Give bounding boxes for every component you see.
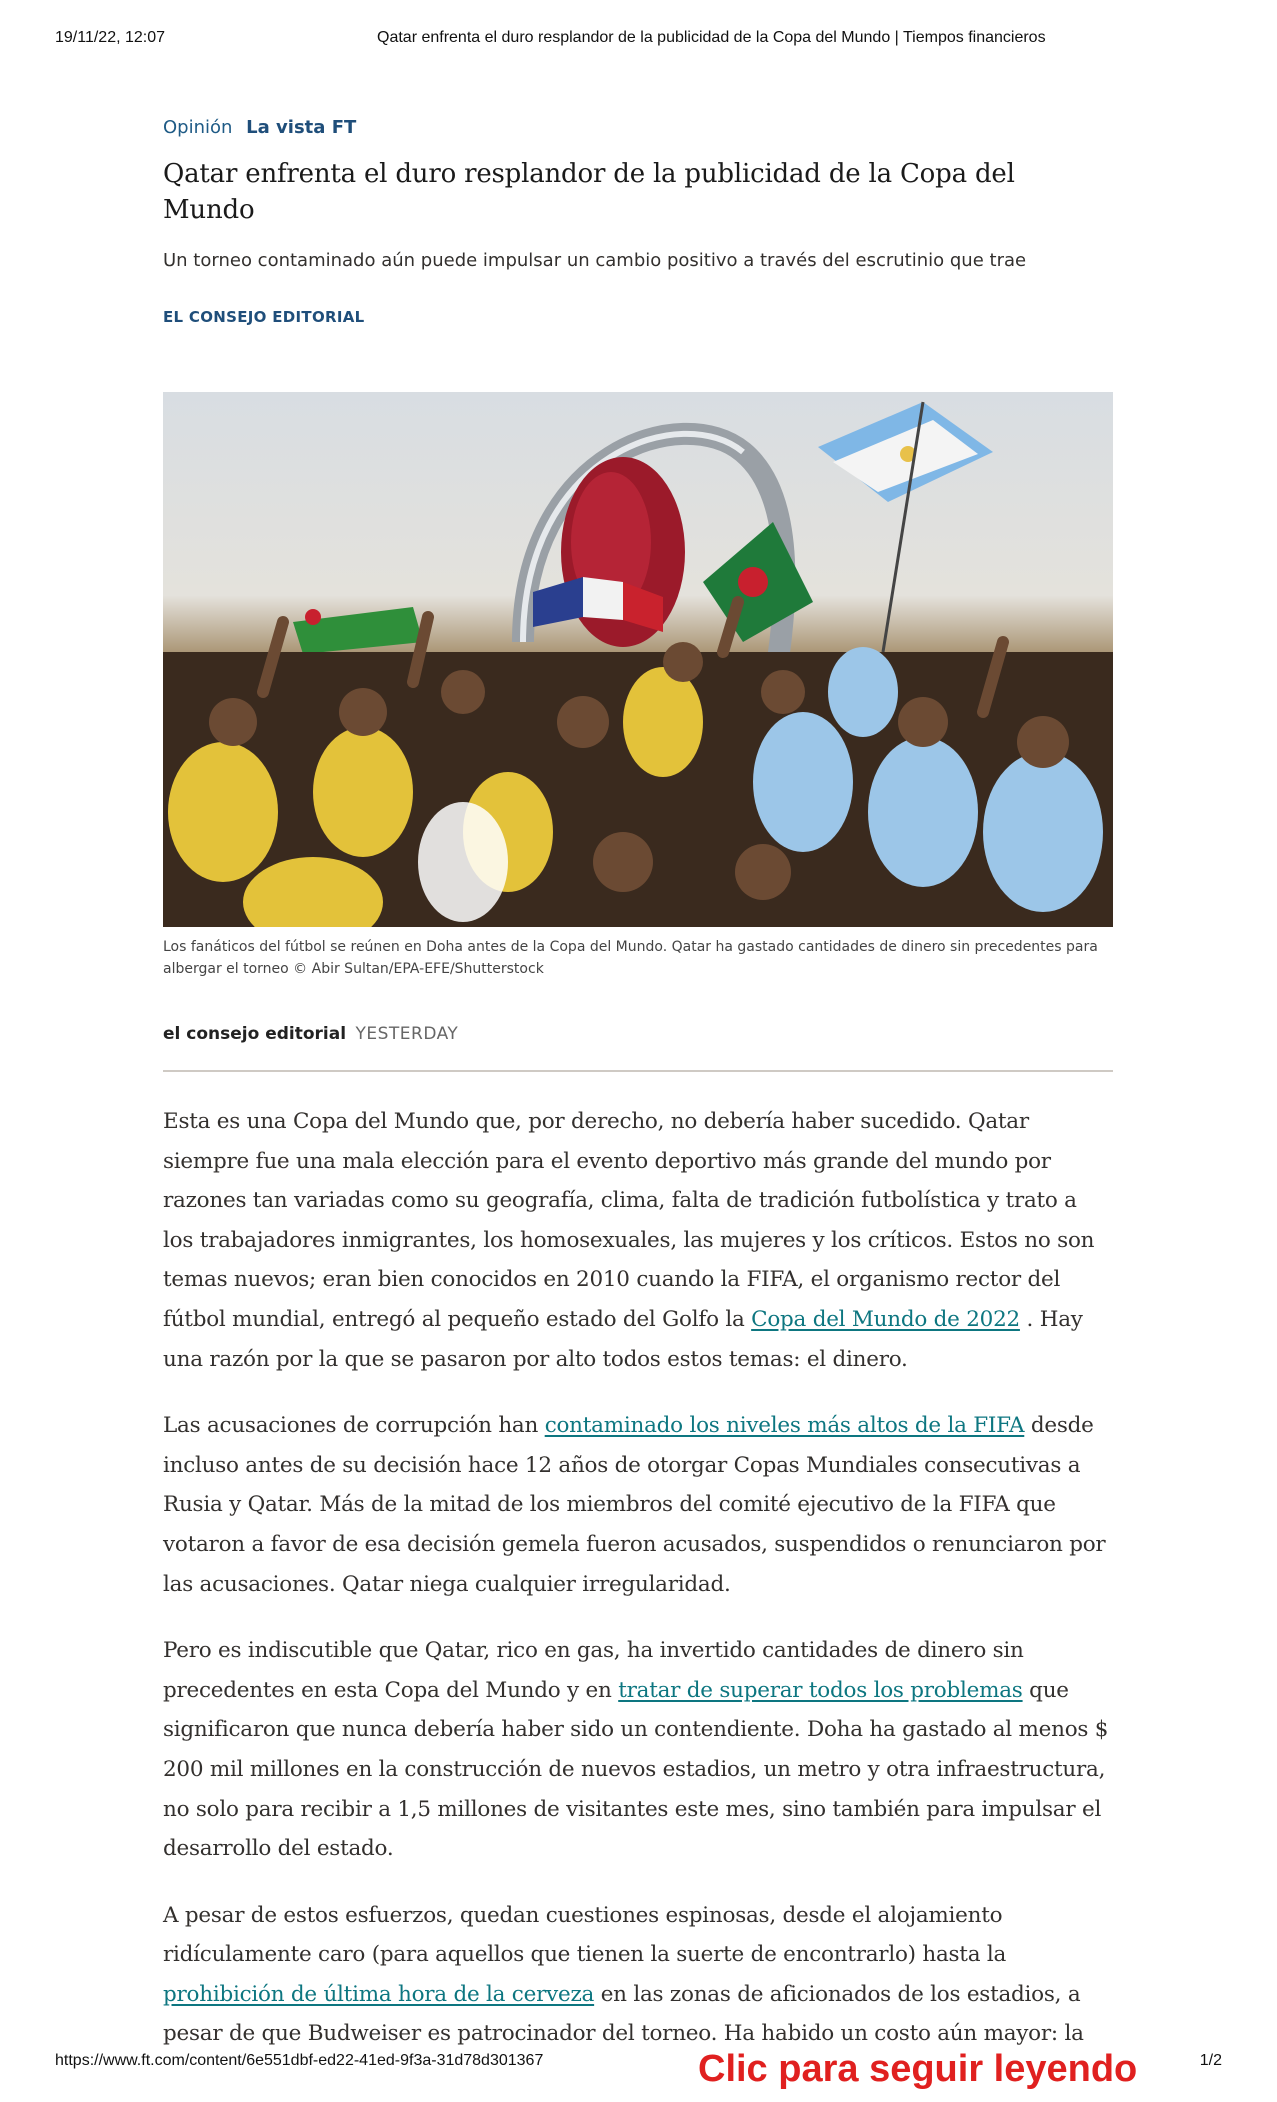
paragraph-text: A pesar de estos esfuerzos, quedan cuestiones espinosas, desde el alojamiento ridículamente caro (para aquellos que tienen la suerte de encontrarlo) hasta la [163,1902,1007,1968]
article-body [163,1102,1113,2054]
link-superar-problemas[interactable]: tratar de superar todos los problemas [618,1677,1023,1703]
paragraph-text: . Hay una razón por la que se pasaron por alto todos estos temas: el dinero. [163,1306,1083,1372]
print-datetime: 19/11/22, 12:07 [55,29,166,46]
author-link[interactable]: el consejo editorial [163,1024,347,1044]
link-prohibicion-cerveza[interactable]: prohibición de última hora de la cerveza [163,1981,595,2007]
article-standfirst: Un torneo contaminado aún puede impulsar un cambio positivo a través del escrutinio que trae [163,250,1027,271]
series-link[interactable]: La vista FT [246,117,357,138]
article-headline: Qatar enfrenta el duro resplandor de la publicidad de la Copa del Mundo [163,159,1015,225]
link-contaminado-fifa[interactable]: contaminado los niveles más altos de la FIFA [544,1413,1025,1439]
article-kicker [163,116,1113,146]
page-number: 1/2 [1199,2052,1222,2069]
paragraph-text: Esta es una Copa del Mundo que, por derecho, no debería haber sucedido. Qatar siempre fue una mala elección para el evento deportivo más grande del mundo por razones tan variadas como su geografía, clima, falta de tradición futbolística y trato a los trabajadores inmigrantes, los homosexuales, las mujeres y los críticos. Estos no son temas nuevos; eran bien conocidos en 2010 cuando la FIFA, el organismo rector del fútbol mundial, entregó al pequeño estado del Golfo la [163,1109,1095,1332]
body-paragraph [163,1406,1113,1604]
print-footer [55,2048,1222,2092]
hero-illustration [163,392,1113,927]
publish-time: YESTERDAY [355,1024,459,1044]
paragraph-text: desde incluso antes de su decisión hace 12 años de otorgar Copas Mundiales consecutivas a Rusia y Qatar. Más de la mitad de los miembros del comité ejecutivo de la FIFA que votaron a favor de esa decisión gemela fueron acusados, suspendidos o renunciaron por las acusaciones. Qatar niega cualquier irregularidad. [163,1413,1106,1597]
paragraph-text: en las zonas de aficionados de los estadios, a pesar de que Budweiser es patrocinador del torneo. Ha habido un costo aún mayor: la [163,1981,1084,2047]
paragraph-text: Las acusaciones de corrupción han [163,1413,545,1439]
link-copa-del-mundo-2022[interactable]: Copa del Mundo de 2022 [751,1306,1020,1332]
continue-reading-button[interactable]: Clic para seguir leyendo [698,2048,1138,2090]
hero-image [163,392,1113,927]
paragraph-text: que significaron que nunca debería haber sido un contendiente. Doha ha gastado al menos $ 200 mil millones en la construcción de nuevos estadios, un metro y otra infraestructura, no solo para recibir a 1,5 millones de visitantes este mes, sino también para impulsar el desarrollo del estado. [163,1677,1109,1862]
body-paragraph [163,1631,1113,1869]
article [163,116,1113,2081]
body-paragraph [163,1102,1113,1379]
section-link[interactable]: Opinión [163,117,233,138]
image-caption: Los fanáticos del fútbol se reúnen en Doha antes de la Copa del Mundo. Qatar ha gastado cantidades de dinero sin precedentes para albergar el torneo © Abir Sultan/EPA-EFE/Shutterstock [163,939,1098,977]
paragraph-text: Pero es indiscutible que Qatar, rico en gas, ha invertido cantidades de dinero sin precedentes en esta Copa del Mundo y en [163,1638,1024,1703]
divider [163,1070,1113,1072]
article-byline[interactable]: EL CONSEJO EDITORIAL [163,308,365,326]
print-header [55,29,1222,51]
print-url: https://www.ft.com/content/6e551dbf-ed22-41ed-9f3a-31d78d301367 [55,2052,544,2069]
article-meta [163,1024,1113,1048]
print-page-title: Qatar enfrenta el duro resplandor de la publicidad de la Copa del Mundo | Tiempos financieros [377,29,1046,46]
body-paragraph [163,1896,1113,2054]
